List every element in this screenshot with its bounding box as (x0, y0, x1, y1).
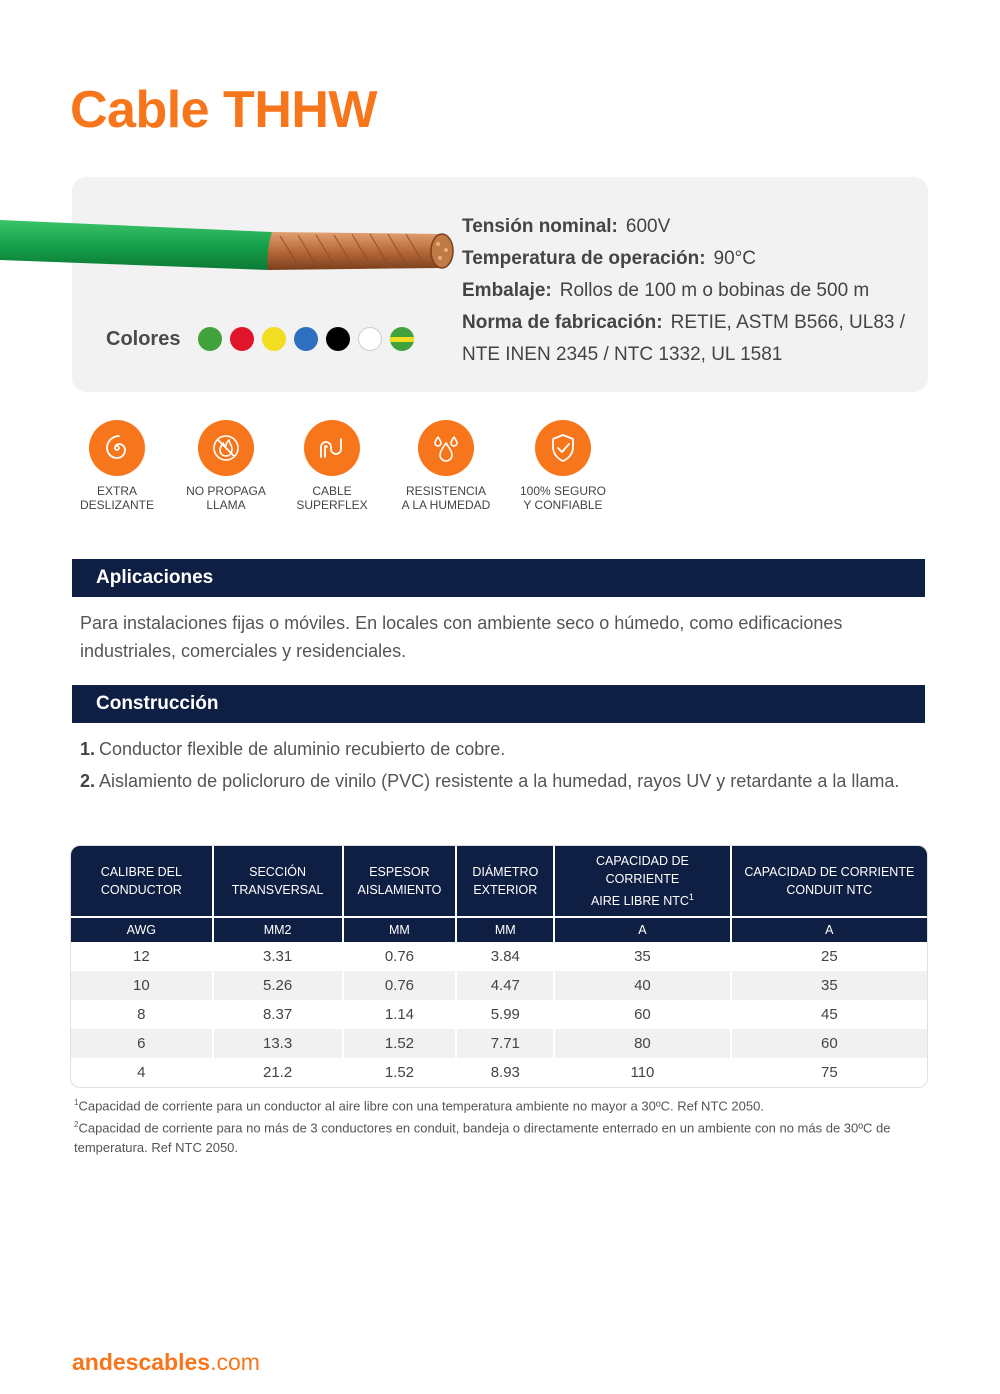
features-row (72, 420, 618, 512)
table-cell: 45 (820, 1006, 838, 1024)
table-cell: 80 (555, 1029, 731, 1058)
table-cell: 1.52 (344, 1058, 458, 1087)
specs-table (70, 845, 928, 1088)
table-header-cell: SECCIÓN TRANSVERSAL (214, 846, 344, 916)
table-cell: 60 (732, 1029, 927, 1058)
table-cell: 5.99 (457, 1000, 555, 1029)
table-cell: 40 (555, 971, 731, 1000)
feature-label: 100% SEGURO Y CONFIABLE (519, 484, 607, 512)
spec-value: 600V (625, 216, 671, 237)
table-cell: 35 (555, 942, 731, 971)
flame-icon (198, 420, 254, 476)
table-unit-cell: A (732, 916, 927, 942)
table-cell: 35 (732, 971, 927, 1000)
droplets-icon (418, 420, 474, 476)
table-row (71, 1000, 927, 1029)
spiral-icon (89, 420, 145, 476)
table-cell: 10 (71, 971, 214, 1000)
construccion-item: 1. Conductor flexible de aluminio recubierto de cobre. (80, 739, 506, 759)
color-swatch-green (198, 327, 222, 351)
table-row (71, 942, 927, 971)
feature-resistencia-humedad (384, 420, 508, 512)
feature-extra-deslizante (72, 420, 162, 512)
colors-label: Colores (106, 327, 181, 350)
brand-url[interactable]: andescables.com (72, 1349, 260, 1375)
spec-value: 90°C (713, 248, 756, 269)
table-cell: 6 (71, 1029, 214, 1058)
spec-row (462, 211, 912, 243)
table-cell: 13.3 (214, 1029, 344, 1058)
footnotes (74, 1093, 930, 1157)
table-header-cell: DIÁMETRO EXTERIOR (457, 846, 555, 916)
feature-label: CABLE SUPERFLEX (296, 484, 368, 512)
spec-value: Rollos de 100 m o bobinas de 500 m (559, 280, 870, 301)
spec-row (462, 275, 912, 307)
table-unit-cell: MM2 (214, 916, 344, 942)
table-cell: 7.71 (457, 1029, 555, 1058)
table-unit-cell: AWG (71, 916, 214, 942)
color-swatch-yellow (262, 327, 286, 351)
table-cell: 4 (71, 1058, 214, 1087)
feature-label: EXTRA DESLIZANTE (79, 484, 154, 512)
colors-row (106, 327, 422, 351)
footnote: $^2$Capacidad de corriente para no más de 3 conductores en conduit, bandeja o directamente enterrado en un ambiente con no más de 30ºC de temperatura. Ref NTC 2050. (74, 1120, 891, 1155)
spec-label: Temperatura de operación: (462, 248, 706, 269)
construccion-item: 2. Aislamiento de policloruro de vinilo (PVC) resistente a la humedad, rayos UV y retardante a la llama. (80, 771, 900, 791)
spec-label: Embalaje: (462, 280, 552, 301)
table-cell: 1.14 (344, 1000, 458, 1029)
table-cell: 0.76 (344, 942, 458, 971)
color-swatch-blue (294, 327, 318, 351)
spec-row (462, 243, 912, 275)
feature-label: RESISTENCIA A LA HUMEDAD (401, 484, 491, 512)
table-units-row (71, 916, 927, 942)
table-header-cell: CALIBRE DEL CONDUCTOR (71, 846, 214, 916)
color-swatch-white (358, 327, 382, 351)
wave-icon (304, 420, 360, 476)
table-cell: 21.2 (214, 1058, 344, 1087)
feature-seguro-confiable (508, 420, 618, 512)
table-unit-cell: MM (457, 916, 555, 942)
table-cell: 3.31 (214, 942, 344, 971)
table-cell: 12 (71, 942, 214, 971)
footnote: $^1$Capacidad de corriente para un conductor al aire libre con una temperatura ambiente no mayor a 30ºC. Ref NTC 2050. (74, 1098, 764, 1114)
table-cell: 5.26 (214, 971, 344, 1000)
table-cell: 110 (555, 1058, 731, 1087)
table-cell: 8 (71, 1000, 214, 1029)
shield-check-icon (535, 420, 591, 476)
table-header-cell: CAPACIDAD DE CORRIENTE AIRE LIBRE NTC$^1$ (555, 846, 731, 916)
table-row (71, 1029, 927, 1058)
page-title: Cable THHW (70, 81, 377, 139)
feature-cable-superflex (288, 420, 376, 512)
table-unit-cell: A (555, 916, 731, 942)
spec-value: RETIE, ASTM B566, UL83 / NTE INEN 2345 / NTC 1332, UL 1581 (462, 312, 906, 365)
table-header-cell: CAPACIDAD DE CORRIENTE CONDUIT NTC (732, 846, 927, 916)
table-cell: 4.47 (457, 971, 555, 1000)
product-info-card (72, 177, 928, 392)
table-cell: 25 (820, 948, 838, 966)
feature-no-propaga-llama (164, 420, 288, 512)
aplicaciones-text: Para instalaciones fijas o móviles. En locales con ambiente seco o húmedo, como edificaciones industriales, comerciales y residenciales. (80, 613, 843, 661)
table-row (71, 1058, 927, 1087)
table-cell: 8.93 (457, 1058, 555, 1087)
specs-list (462, 211, 912, 371)
spec-label: Tensión nominal: (462, 216, 618, 237)
spec-label: Norma de fabricación: (462, 312, 663, 333)
table-cell: 3.84 (457, 942, 555, 971)
table-cell: 60 (555, 1000, 731, 1029)
cable-illustration (0, 212, 460, 292)
table-header-row (71, 846, 927, 916)
table-unit-cell: MM (344, 916, 458, 942)
table-header-cell: ESPESOR AISLAMIENTO (344, 846, 458, 916)
construccion-heading: Construcción (72, 685, 925, 723)
table-cell: 1.52 (344, 1029, 458, 1058)
table-row (71, 971, 927, 1000)
table-cell: 75 (820, 1064, 838, 1082)
table-cell: 0.76 (344, 971, 458, 1000)
color-swatch-green-yellow (390, 327, 414, 351)
table-cell: 8.37 (214, 1000, 344, 1029)
spec-row (462, 307, 912, 371)
aplicaciones-heading: Aplicaciones (72, 559, 925, 597)
color-swatch-red (230, 327, 254, 351)
color-swatch-black (326, 327, 350, 351)
feature-label: NO PROPAGA LLAMA (186, 484, 266, 512)
